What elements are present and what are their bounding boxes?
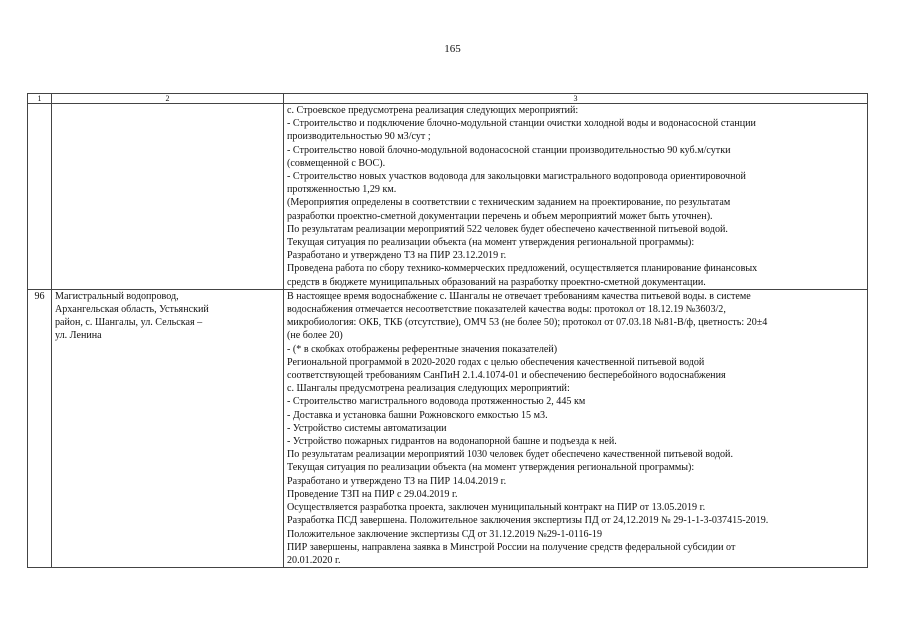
- description-line: ПИР завершены, направлена заявка в Минстрой России на получение средств федеральной субсидии от: [287, 541, 736, 553]
- description-line: Текущая ситуация по реализации объекта (на момент утверждения региональной программы):: [287, 237, 695, 249]
- description-line: Разработка ПСД завершена. Положительное заключения экспертизы ПД от 24,12.2019 № 29-1-1-3-037415-2019.: [287, 515, 769, 527]
- object-name-line: район, с. Шангалы, ул. Сельская –: [55, 317, 203, 329]
- description-line: - Строительство магистрального водовода протяженностью 2, 445 км: [287, 396, 586, 408]
- object-name-line: Магистральный водопровод,: [55, 290, 179, 302]
- description-line: производительностью 90 м3/сут ;: [287, 131, 431, 143]
- description-line: По результатам реализации мероприятий 1030 человек будет обеспечено качественной питьевой водой.: [287, 449, 733, 461]
- column-number-3: 3: [284, 94, 868, 104]
- description-line: с. Шангалы предусмотрена реализация следующих мероприятий:: [287, 383, 570, 395]
- description-line: - Строительство новой блочно-модульной водонасосной станции производительностью 90 куб.м/сутки: [287, 144, 731, 156]
- column-number-2: 2: [52, 94, 284, 104]
- description-line: водоснабжения отмечается несоответствие показателей качества воды: протокол от 18.12.19 №3603/2,: [287, 304, 726, 316]
- description-line: - Доставка и установка башни Рожновского емкостью 15 м3.: [287, 409, 548, 421]
- description-line: - (* в скобках отображены референтные значения показателей): [287, 343, 558, 355]
- description-line: По результатам реализации мероприятий 522 человек будет обеспечено качественной питьевой водой.: [287, 223, 728, 235]
- description-line: 20.01.2020 г.: [287, 554, 341, 566]
- table-row: [28, 104, 868, 290]
- description-line: (совмещенной с ВОС).: [287, 157, 386, 169]
- object-name-cell: [52, 289, 284, 567]
- description-line: микробиология: ОКБ, ТКБ (отсутствие), ОМЧ 53 (не более 50); протокол от 07.03.18 №81-В/ф, цветность: 20±4: [287, 317, 768, 329]
- description-line: - Строительство и подключение блочно-модульной станции очистки холодной воды и водонасосной станции: [287, 118, 756, 130]
- description-line: Проведение ТЗП на ПИР с 29.04.2019 г.: [287, 488, 458, 500]
- page-number: 165: [444, 43, 461, 55]
- column-number-row: [28, 94, 868, 104]
- description-line: с. Строевское предусмотрена реализация следующих мероприятий:: [287, 105, 579, 116]
- description-line: разработки проектно-сметной документации перечень и объем мероприятий может быть уточнен).: [287, 210, 713, 222]
- description-line: Разработано и утверждено ТЗ на ПИР 23.12.2019 г.: [287, 250, 507, 262]
- column-number-1: 1: [28, 94, 52, 104]
- description-cell: [284, 104, 868, 290]
- description-line: протяженностью 1,29 км.: [287, 184, 397, 196]
- row-number: 96: [28, 289, 52, 567]
- object-name-line: Архангельская область, Устьянский: [55, 304, 209, 316]
- object-name-line: ул. Ленина: [55, 330, 102, 342]
- object-name-cell: [52, 104, 284, 290]
- description-line: (Мероприятия определены в соответствии с техническим заданием на проектирование, по результатам: [287, 197, 731, 209]
- description-line: - Строительство новых участков водовода для закольцовки магистрального водопровода ориентировочной: [287, 171, 746, 183]
- description-line: - Устройство системы автоматизации: [287, 422, 447, 434]
- row-number: [28, 104, 52, 290]
- description-line: (не более 20): [287, 330, 343, 342]
- description-line: - Устройство пожарных гидрантов на водонапорной башне и подъезда к ней.: [287, 436, 617, 448]
- program-table: [27, 93, 868, 568]
- description-line: Осуществляется разработка проекта, заключен муниципальный контракт на ПИР от 13.05.2019 г.: [287, 502, 706, 514]
- description-line: Региональной программой в 2020-2020 годах с целью обеспечения качественной питьевой водой: [287, 356, 705, 368]
- description-cell: [284, 289, 868, 567]
- description-line: Положительное заключение экспертизы СД от 31.12.2019 №29-1-0116-19: [287, 528, 603, 540]
- description-line: В настоящее время водоснабжение с. Шангалы не отвечает требованиям качества питьевой воды. в системе: [287, 290, 751, 302]
- table-body: [28, 104, 868, 568]
- description-line: Разработано и утверждено ТЗ на ПИР 14.04.2019 г.: [287, 475, 507, 487]
- description-line: средств в бюджете муниципальных образований на разработку проектно-сметной документации.: [287, 276, 706, 288]
- description-line: Проведена работа по сбору технико-коммерческих предложений, осуществляется планирование финансовых: [287, 263, 758, 275]
- description-line: соответствующей требованиям СанПиН 2.1.4.1074-01 и обеспечению бесперебойного водоснабжения: [287, 370, 726, 382]
- description-line: Текущая ситуация по реализации объекта (на момент утверждения региональной программы):: [287, 462, 695, 474]
- table-row: [28, 289, 868, 567]
